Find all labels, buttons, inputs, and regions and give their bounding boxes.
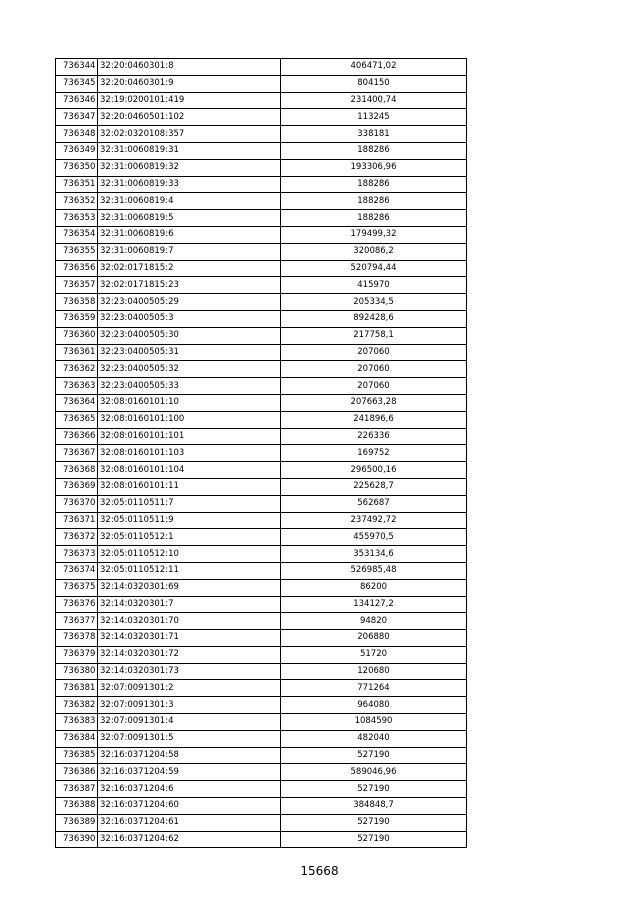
cadastral-number-cell: 32:16:0371204:61 bbox=[98, 814, 281, 831]
row-number-cell: 736362 bbox=[56, 361, 98, 378]
row-number-cell: 736346 bbox=[56, 92, 98, 109]
value-cell: 113245 bbox=[281, 109, 467, 126]
row-number-cell: 736373 bbox=[56, 546, 98, 563]
row-number-cell: 736358 bbox=[56, 294, 98, 311]
row-number-cell: 736359 bbox=[56, 310, 98, 327]
cadastral-number-cell: 32:07:0091301:4 bbox=[98, 714, 281, 731]
value-cell: 320086,2 bbox=[281, 243, 467, 260]
value-cell: 237492,72 bbox=[281, 512, 467, 529]
row-number-cell: 736372 bbox=[56, 529, 98, 546]
cadastral-number-cell: 32:23:0400505:30 bbox=[98, 327, 281, 344]
row-number-cell: 736384 bbox=[56, 730, 98, 747]
value-cell: 231400,74 bbox=[281, 92, 467, 109]
value-cell: 520794,44 bbox=[281, 260, 467, 277]
cadastral-number-cell: 32:31:0060819:31 bbox=[98, 142, 281, 159]
table-row bbox=[56, 697, 467, 714]
cadastral-number-cell: 32:31:0060819:4 bbox=[98, 193, 281, 210]
row-number-cell: 736364 bbox=[56, 394, 98, 411]
cadastral-number-cell: 32:02:0320108:357 bbox=[98, 126, 281, 143]
table-row bbox=[56, 59, 467, 76]
cadastral-number-cell: 32:20:0460301:9 bbox=[98, 75, 281, 92]
value-cell: 226336 bbox=[281, 428, 467, 445]
cadastral-number-cell: 32:16:0371204:58 bbox=[98, 747, 281, 764]
cadastral-number-cell: 32:08:0160101:10 bbox=[98, 394, 281, 411]
value-cell: 207060 bbox=[281, 378, 467, 395]
table-row bbox=[56, 243, 467, 260]
cadastral-number-cell: 32:14:0320301:70 bbox=[98, 613, 281, 630]
value-cell: 51720 bbox=[281, 646, 467, 663]
cadastral-number-cell: 32:23:0400505:31 bbox=[98, 344, 281, 361]
table-row bbox=[56, 109, 467, 126]
value-cell: 804150 bbox=[281, 75, 467, 92]
cadastral-value-table bbox=[55, 58, 467, 848]
row-number-cell: 736360 bbox=[56, 327, 98, 344]
table-row bbox=[56, 193, 467, 210]
cadastral-number-cell: 32:08:0160101:11 bbox=[98, 478, 281, 495]
cadastral-number-cell: 32:23:0400505:32 bbox=[98, 361, 281, 378]
row-number-cell: 736385 bbox=[56, 747, 98, 764]
table-row bbox=[56, 646, 467, 663]
table-row bbox=[56, 512, 467, 529]
row-number-cell: 736351 bbox=[56, 176, 98, 193]
row-number-cell: 736353 bbox=[56, 210, 98, 227]
table-body bbox=[56, 59, 467, 848]
cadastral-number-cell: 32:16:0371204:60 bbox=[98, 798, 281, 815]
row-number-cell: 736363 bbox=[56, 378, 98, 395]
row-number-cell: 736365 bbox=[56, 411, 98, 428]
cadastral-number-cell: 32:16:0371204:6 bbox=[98, 781, 281, 798]
table-row bbox=[56, 798, 467, 815]
value-cell: 892428,6 bbox=[281, 310, 467, 327]
page-number: 15668 bbox=[300, 864, 339, 878]
row-number-cell: 736345 bbox=[56, 75, 98, 92]
value-cell: 188286 bbox=[281, 176, 467, 193]
table-row bbox=[56, 361, 467, 378]
table-row bbox=[56, 831, 467, 848]
table-row bbox=[56, 226, 467, 243]
row-number-cell: 736378 bbox=[56, 630, 98, 647]
row-number-cell: 736374 bbox=[56, 562, 98, 579]
table-row bbox=[56, 462, 467, 479]
cadastral-number-cell: 32:02:0171815:23 bbox=[98, 277, 281, 294]
value-cell: 589046,96 bbox=[281, 764, 467, 781]
cadastral-number-cell: 32:14:0320301:69 bbox=[98, 579, 281, 596]
cadastral-number-cell: 32:16:0371204:62 bbox=[98, 831, 281, 848]
table-row bbox=[56, 730, 467, 747]
table-row bbox=[56, 495, 467, 512]
value-cell: 179499,32 bbox=[281, 226, 467, 243]
row-number-cell: 736380 bbox=[56, 663, 98, 680]
cadastral-number-cell: 32:05:0110512:1 bbox=[98, 529, 281, 546]
table-row bbox=[56, 159, 467, 176]
value-cell: 86200 bbox=[281, 579, 467, 596]
table-row bbox=[56, 613, 467, 630]
value-cell: 94820 bbox=[281, 613, 467, 630]
row-number-cell: 736388 bbox=[56, 798, 98, 815]
row-number-cell: 736390 bbox=[56, 831, 98, 848]
row-number-cell: 736349 bbox=[56, 142, 98, 159]
cadastral-number-cell: 32:19:0200101:419 bbox=[98, 92, 281, 109]
value-cell: 527190 bbox=[281, 831, 467, 848]
table-row bbox=[56, 562, 467, 579]
row-number-cell: 736382 bbox=[56, 697, 98, 714]
value-cell: 406471,02 bbox=[281, 59, 467, 76]
value-cell: 134127,2 bbox=[281, 596, 467, 613]
value-cell: 771264 bbox=[281, 680, 467, 697]
row-number-cell: 736352 bbox=[56, 193, 98, 210]
table-row bbox=[56, 260, 467, 277]
table-row bbox=[56, 764, 467, 781]
row-number-cell: 736369 bbox=[56, 478, 98, 495]
row-number-cell: 736375 bbox=[56, 579, 98, 596]
value-cell: 527190 bbox=[281, 747, 467, 764]
value-cell: 455970,5 bbox=[281, 529, 467, 546]
row-number-cell: 736356 bbox=[56, 260, 98, 277]
cadastral-number-cell: 32:14:0320301:7 bbox=[98, 596, 281, 613]
row-number-cell: 736381 bbox=[56, 680, 98, 697]
row-number-cell: 736350 bbox=[56, 159, 98, 176]
value-cell: 353134,6 bbox=[281, 546, 467, 563]
table-row bbox=[56, 310, 467, 327]
cadastral-number-cell: 32:05:0110512:11 bbox=[98, 562, 281, 579]
table-row bbox=[56, 176, 467, 193]
value-cell: 527190 bbox=[281, 781, 467, 798]
value-cell: 1084590 bbox=[281, 714, 467, 731]
cadastral-number-cell: 32:07:0091301:2 bbox=[98, 680, 281, 697]
table-row bbox=[56, 75, 467, 92]
cadastral-number-cell: 32:31:0060819:7 bbox=[98, 243, 281, 260]
table-row bbox=[56, 142, 467, 159]
value-cell: 188286 bbox=[281, 142, 467, 159]
value-cell: 207060 bbox=[281, 361, 467, 378]
row-number-cell: 736354 bbox=[56, 226, 98, 243]
value-cell: 225628,7 bbox=[281, 478, 467, 495]
value-cell: 384848,7 bbox=[281, 798, 467, 815]
cadastral-number-cell: 32:14:0320301:72 bbox=[98, 646, 281, 663]
table-row bbox=[56, 546, 467, 563]
cadastral-number-cell: 32:23:0400505:3 bbox=[98, 310, 281, 327]
table-row bbox=[56, 411, 467, 428]
row-number-cell: 736376 bbox=[56, 596, 98, 613]
cadastral-number-cell: 32:31:0060819:33 bbox=[98, 176, 281, 193]
table-row bbox=[56, 378, 467, 395]
value-cell: 415970 bbox=[281, 277, 467, 294]
row-number-cell: 736347 bbox=[56, 109, 98, 126]
table-row bbox=[56, 126, 467, 143]
table-row bbox=[56, 630, 467, 647]
table-row bbox=[56, 277, 467, 294]
table-row bbox=[56, 781, 467, 798]
value-cell: 205334,5 bbox=[281, 294, 467, 311]
table-row bbox=[56, 714, 467, 731]
table-row bbox=[56, 294, 467, 311]
value-cell: 527190 bbox=[281, 814, 467, 831]
table-row bbox=[56, 478, 467, 495]
table-row bbox=[56, 529, 467, 546]
table-row bbox=[56, 344, 467, 361]
row-number-cell: 736366 bbox=[56, 428, 98, 445]
table-row bbox=[56, 680, 467, 697]
table-row bbox=[56, 92, 467, 109]
value-cell: 338181 bbox=[281, 126, 467, 143]
row-number-cell: 736367 bbox=[56, 445, 98, 462]
value-cell: 482040 bbox=[281, 730, 467, 747]
row-number-cell: 736379 bbox=[56, 646, 98, 663]
value-cell: 207663,28 bbox=[281, 394, 467, 411]
cadastral-number-cell: 32:05:0110511:9 bbox=[98, 512, 281, 529]
value-cell: 207060 bbox=[281, 344, 467, 361]
value-cell: 964080 bbox=[281, 697, 467, 714]
cadastral-number-cell: 32:08:0160101:100 bbox=[98, 411, 281, 428]
cadastral-number-cell: 32:05:0110511:7 bbox=[98, 495, 281, 512]
table-row bbox=[56, 428, 467, 445]
cadastral-number-cell: 32:16:0371204:59 bbox=[98, 764, 281, 781]
table-row bbox=[56, 394, 467, 411]
row-number-cell: 736344 bbox=[56, 59, 98, 76]
value-cell: 526985,48 bbox=[281, 562, 467, 579]
table-row bbox=[56, 327, 467, 344]
value-cell: 188286 bbox=[281, 210, 467, 227]
cadastral-number-cell: 32:20:0460501:102 bbox=[98, 109, 281, 126]
cadastral-number-cell: 32:31:0060819:32 bbox=[98, 159, 281, 176]
value-cell: 241896,6 bbox=[281, 411, 467, 428]
row-number-cell: 736383 bbox=[56, 714, 98, 731]
table-row bbox=[56, 579, 467, 596]
table-row bbox=[56, 663, 467, 680]
table-row bbox=[56, 596, 467, 613]
cadastral-number-cell: 32:02:0171815:2 bbox=[98, 260, 281, 277]
table-row bbox=[56, 445, 467, 462]
row-number-cell: 736348 bbox=[56, 126, 98, 143]
row-number-cell: 736357 bbox=[56, 277, 98, 294]
row-number-cell: 736361 bbox=[56, 344, 98, 361]
cadastral-number-cell: 32:14:0320301:73 bbox=[98, 663, 281, 680]
value-cell: 206880 bbox=[281, 630, 467, 647]
row-number-cell: 736371 bbox=[56, 512, 98, 529]
cadastral-number-cell: 32:31:0060819:6 bbox=[98, 226, 281, 243]
row-number-cell: 736386 bbox=[56, 764, 98, 781]
row-number-cell: 736368 bbox=[56, 462, 98, 479]
cadastral-number-cell: 32:07:0091301:3 bbox=[98, 697, 281, 714]
value-cell: 193306,96 bbox=[281, 159, 467, 176]
cadastral-number-cell: 32:20:0460301:8 bbox=[98, 59, 281, 76]
value-cell: 169752 bbox=[281, 445, 467, 462]
table-row bbox=[56, 210, 467, 227]
cadastral-number-cell: 32:05:0110512:10 bbox=[98, 546, 281, 563]
cadastral-number-cell: 32:31:0060819:5 bbox=[98, 210, 281, 227]
row-number-cell: 736377 bbox=[56, 613, 98, 630]
table-row bbox=[56, 814, 467, 831]
cadastral-number-cell: 32:08:0160101:101 bbox=[98, 428, 281, 445]
value-cell: 217758,1 bbox=[281, 327, 467, 344]
cadastral-number-cell: 32:07:0091301:5 bbox=[98, 730, 281, 747]
value-cell: 120680 bbox=[281, 663, 467, 680]
table-row bbox=[56, 747, 467, 764]
row-number-cell: 736387 bbox=[56, 781, 98, 798]
row-number-cell: 736370 bbox=[56, 495, 98, 512]
cadastral-number-cell: 32:23:0400505:29 bbox=[98, 294, 281, 311]
cadastral-number-cell: 32:08:0160101:104 bbox=[98, 462, 281, 479]
cadastral-number-cell: 32:23:0400505:33 bbox=[98, 378, 281, 395]
value-cell: 188286 bbox=[281, 193, 467, 210]
cadastral-number-cell: 32:08:0160101:103 bbox=[98, 445, 281, 462]
cadastral-number-cell: 32:14:0320301:71 bbox=[98, 630, 281, 647]
row-number-cell: 736355 bbox=[56, 243, 98, 260]
value-cell: 562687 bbox=[281, 495, 467, 512]
row-number-cell: 736389 bbox=[56, 814, 98, 831]
value-cell: 296500,16 bbox=[281, 462, 467, 479]
